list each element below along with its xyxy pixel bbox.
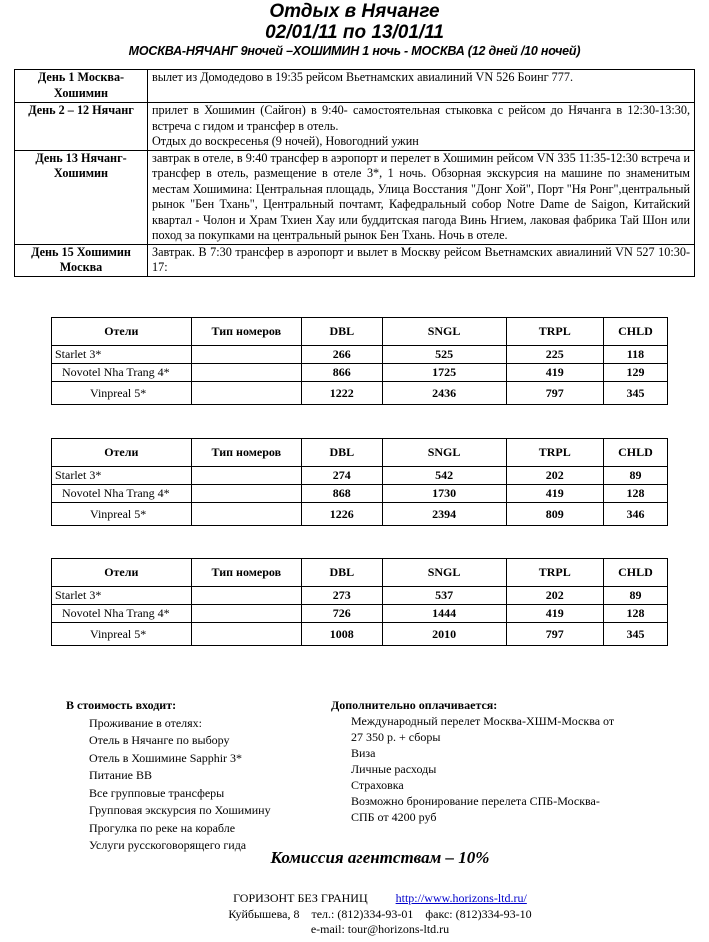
list-item: СПБ от 4200 руб: [351, 810, 437, 824]
header-dbl: DBL: [301, 439, 382, 467]
price-sngl: 542: [382, 467, 506, 485]
price-dbl: 1008: [301, 623, 382, 646]
itinerary-description: [148, 103, 695, 151]
price-chld: 345: [603, 382, 667, 405]
additional-costs-section: [331, 697, 614, 825]
room-type: [191, 623, 301, 646]
header-hotels: Отели: [52, 559, 192, 587]
list-item: Возможно бронирование перелета СПБ-Москва-: [351, 794, 600, 808]
email: e-mail: tour@horizons-ltd.ru: [310, 922, 450, 936]
price-sngl: 2394: [382, 503, 506, 526]
price-trpl: 202: [506, 587, 603, 605]
list-item: Международный перелет Москва-ХШМ-Москва от: [351, 714, 615, 728]
room-type: [191, 587, 301, 605]
price-table: [51, 438, 668, 526]
tour-route: МОСКВА-НЯЧАНГ 9ночей –ХОШИМИН 1 ночь - МОСКВА (12 дней /10 ночей): [128, 44, 581, 58]
itinerary-day: День 1 Москва-Хошимин: [15, 70, 148, 103]
website-link[interactable]: http://www.horizons-ltd.ru/: [395, 891, 527, 905]
list-item: Отель в Хошимине Sapphir 3*: [89, 750, 243, 765]
price-sngl: 2010: [382, 623, 506, 646]
list-item: Виза: [351, 746, 376, 760]
itinerary-row: [15, 244, 695, 276]
address: Куйбышева, 8: [228, 906, 300, 921]
price-sngl: 1725: [382, 364, 506, 382]
included-section: [66, 697, 271, 855]
itinerary-row: [15, 150, 695, 244]
price-chld: 345: [603, 623, 667, 646]
header-room-type: Тип номеров: [191, 318, 301, 346]
price-dbl: 273: [301, 587, 382, 605]
itinerary-row: [15, 70, 695, 103]
tour-dates: 02/01/11 по 13/01/11: [265, 22, 444, 43]
price-sngl: 525: [382, 346, 506, 364]
footer: [0, 891, 709, 938]
header-hotels: Отели: [52, 318, 192, 346]
footer-line-3: [0, 922, 709, 938]
list-item: Питание BB: [89, 768, 152, 782]
price-dbl: 726: [301, 605, 382, 623]
price-chld: 89: [603, 587, 667, 605]
list-item: Страховка: [351, 778, 404, 792]
header-chld: CHLD: [603, 559, 667, 587]
fax: факс: (812)334-93-10: [425, 906, 532, 921]
price-table-header: [52, 439, 668, 467]
price-dbl: 866: [301, 364, 382, 382]
list-item: Личные расходы: [351, 762, 437, 776]
header-sngl: SNGL: [382, 439, 506, 467]
additional-heading: Дополнительно оплачивается:: [331, 698, 498, 712]
footer-line-1: [0, 891, 709, 907]
price-dbl: 274: [301, 467, 382, 485]
itinerary-row: [15, 103, 695, 151]
itinerary-description: завтрак в отеле, в 9:40 трансфер в аэропорт и перелет в Хошимин рейсом VN 335 11:35-12:30 встреча и трансфер в отель, размещение в отеле 3*, 1 ночь. Обзорная экскурсия на машине по знаменитым местам Хошимина: Центральная площадь, Улица Восстания "Донг Хой", Порт "Ня Ронг",центральный рынок "Бен Тхань", Центральный почтамт, Кафедральный собор Notre Dame de Saigon, Китайский квартал - Чолон и Храм Тхиен Хау или буддитская пагода Винь Нгием, лаковая фабрика Тай Шон или поход за покупками на центральный рынок Бен Тхань. Ночь в отеле.: [148, 150, 695, 244]
price-chld: 129: [603, 364, 667, 382]
hotel-name: Novotel Nha Trang 4*: [52, 605, 192, 623]
company-name: ГОРИЗОНТ БЕЗ ГРАНИЦ: [233, 891, 368, 905]
included-heading: В стоимость входит:: [66, 698, 177, 712]
phone: тел.: (812)334-93-01: [311, 906, 414, 921]
hotel-name: Vinpreal 5*: [52, 382, 192, 405]
room-type: [191, 364, 301, 382]
list-item: Все групповые трансферы: [89, 785, 225, 800]
header-room-type: Тип номеров: [191, 559, 301, 587]
hotel-name: Starlet 3*: [52, 587, 192, 605]
table-row: [52, 605, 668, 623]
hotel-name: Novotel Nha Trang 4*: [52, 364, 192, 382]
price-sngl: 537: [382, 587, 506, 605]
itinerary-table: [14, 69, 695, 277]
list-item: Проживание в отелях:: [89, 715, 203, 730]
list-item: Групповая экскурсия по Хошимину: [89, 803, 271, 817]
table-row: [52, 503, 668, 526]
price-table-header: [52, 318, 668, 346]
header-trpl: TRPL: [506, 559, 603, 587]
header-chld: CHLD: [603, 318, 667, 346]
footer-line-2: [0, 907, 709, 923]
list-item: Прогулка по реке на корабле: [89, 820, 236, 835]
room-type: [191, 503, 301, 526]
price-trpl: 797: [506, 382, 603, 405]
hotel-name: Novotel Nha Trang 4*: [52, 485, 192, 503]
price-trpl: 419: [506, 605, 603, 623]
list-item: Услуги русскоговорящего гида: [89, 838, 247, 852]
table-row: [52, 346, 668, 364]
header-room-type: Тип номеров: [191, 439, 301, 467]
itinerary-description: вылет из Домодедово в 19:35 рейсом Вьетнамских авиалиний VN 526 Боинг 777.: [148, 70, 695, 103]
page-title: Отдых в Нячанге: [269, 1, 440, 22]
price-sngl: 1444: [382, 605, 506, 623]
table-row: [52, 623, 668, 646]
list-item: Отель в Нячанге по выбору: [89, 733, 230, 747]
table-row: [52, 485, 668, 503]
price-trpl: 202: [506, 467, 603, 485]
hotel-name: Vinpreal 5*: [52, 503, 192, 526]
header-sngl: SNGL: [382, 318, 506, 346]
header-dbl: DBL: [301, 318, 382, 346]
price-chld: 118: [603, 346, 667, 364]
hotel-name: Starlet 3*: [52, 467, 192, 485]
price-chld: 128: [603, 485, 667, 503]
table-row: [52, 587, 668, 605]
price-trpl: 797: [506, 623, 603, 646]
room-type: [191, 382, 301, 405]
table-row: [52, 364, 668, 382]
hotel-name: Starlet 3*: [52, 346, 192, 364]
additional-list: [331, 713, 614, 825]
price-trpl: 419: [506, 364, 603, 382]
price-sngl: 1730: [382, 485, 506, 503]
included-list: [66, 715, 271, 855]
price-dbl: 868: [301, 485, 382, 503]
table-row: [52, 382, 668, 405]
itinerary-description: Завтрак. В 7:30 трансфер в аэропорт и вылет в Москву рейсом Вьетнамских авиалиний VN 527 10:30-17:: [148, 244, 695, 276]
header-chld: CHLD: [603, 439, 667, 467]
price-table: [51, 317, 668, 405]
itinerary-day: День 13 Нячанг-Хошимин: [15, 150, 148, 244]
price-dbl: 1222: [301, 382, 382, 405]
price-chld: 346: [603, 503, 667, 526]
price-chld: 128: [603, 605, 667, 623]
hotel-name: Vinpreal 5*: [52, 623, 192, 646]
room-type: [191, 346, 301, 364]
room-type: [191, 605, 301, 623]
room-type: [191, 485, 301, 503]
price-chld: 89: [603, 467, 667, 485]
itinerary-description-line: Отдых до воскресенья (9 ночей), Новогодний ужин: [152, 134, 419, 148]
header-trpl: TRPL: [506, 439, 603, 467]
header-hotels: Отели: [52, 439, 192, 467]
price-table: [51, 558, 668, 646]
price-trpl: 225: [506, 346, 603, 364]
header-sngl: SNGL: [382, 559, 506, 587]
itinerary-day: День 15 Хошимин Москва: [15, 244, 148, 276]
itinerary-description-line: прилет в Хошимин (Сайгон) в 9:40- самостоятельная стыковка с рейсом до Нячанга в 12:30-13:30, встреча с гидом и трансфер в отель.: [152, 103, 690, 133]
price-table-header: [52, 559, 668, 587]
price-dbl: 1226: [301, 503, 382, 526]
room-type: [191, 467, 301, 485]
document-header: [0, 2, 709, 60]
price-sngl: 2436: [382, 382, 506, 405]
itinerary-day: День 2 – 12 Нячанг: [15, 103, 148, 151]
header-trpl: TRPL: [506, 318, 603, 346]
table-row: [52, 467, 668, 485]
header-dbl: DBL: [301, 559, 382, 587]
price-trpl: 419: [506, 485, 603, 503]
list-item: 27 350 р. + сборы: [351, 730, 441, 744]
price-trpl: 809: [506, 503, 603, 526]
price-dbl: 266: [301, 346, 382, 364]
commission-note: Комиссия агентствам – 10%: [270, 848, 490, 867]
